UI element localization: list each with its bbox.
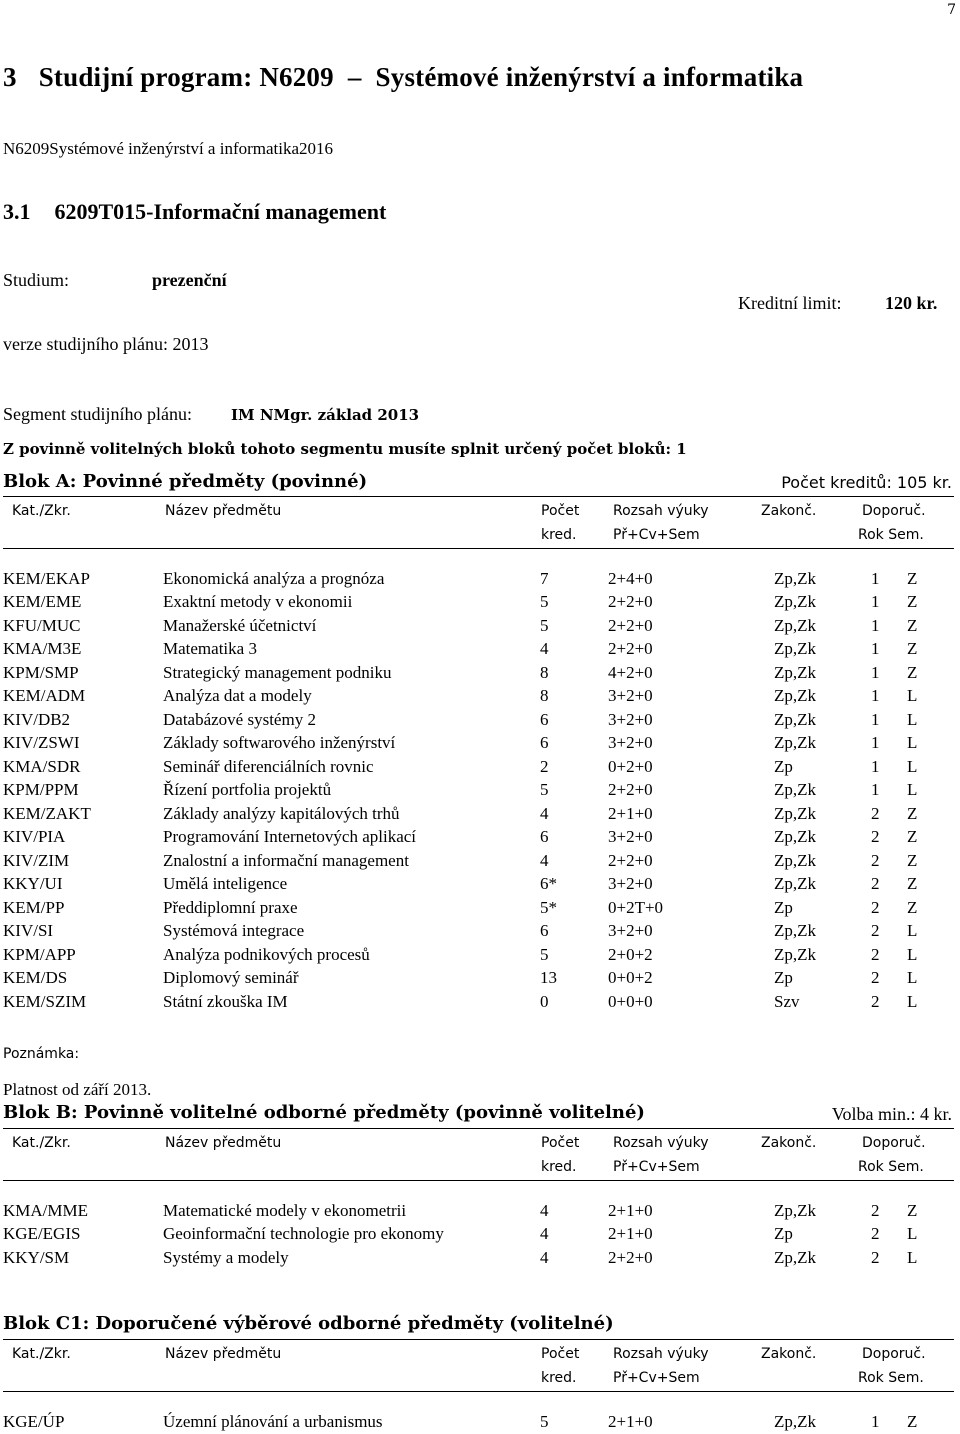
section-dash: –: [347, 62, 362, 92]
course-hours: 2+2+0: [608, 592, 653, 612]
page-number: 7: [947, 2, 956, 18]
course-name: Předdiplomní praxe: [163, 897, 298, 917]
course-year: 1: [871, 756, 880, 776]
course-name: Manažerské účetnictví: [163, 615, 317, 635]
header-exam: Zakonč.: [761, 1135, 817, 1151]
course-name: Znalostní a informační management: [163, 850, 409, 870]
course-credits: 4: [540, 1247, 549, 1267]
course-credits: 2: [540, 756, 549, 776]
course-semester: L: [907, 780, 918, 800]
course-semester: L: [907, 686, 918, 706]
course-year: 1: [871, 568, 880, 588]
course-credits: 6: [540, 827, 549, 847]
header-exam: Zakonč.: [761, 1346, 817, 1362]
course-exam: Zp,Zk: [774, 780, 817, 800]
course-credits: 8: [540, 662, 549, 682]
course-semester: Z: [907, 639, 918, 659]
course-year: 2: [871, 1200, 880, 1220]
course-semester: L: [907, 1224, 918, 1244]
course-name: Analýza dat a modely: [163, 686, 312, 706]
header-name: Název předmětu: [165, 503, 282, 519]
course-year: 1: [871, 733, 880, 753]
table-row: [3, 967, 917, 991]
course-code: KGE/EGIS: [3, 1224, 81, 1244]
course-year: 1: [871, 662, 880, 682]
header-exam: Zakonč.: [761, 503, 817, 519]
course-name: Databázové systémy 2: [163, 709, 316, 729]
course-name: Exaktní metody v ekonomii: [163, 592, 353, 612]
course-exam: Zp: [774, 1224, 793, 1244]
subsection-number: 3.1: [3, 199, 31, 224]
course-semester: Z: [907, 1200, 918, 1220]
table-row: [3, 849, 917, 873]
course-exam: Zp,Zk: [774, 921, 817, 941]
header-hours: Rozsah výuky: [613, 1346, 709, 1362]
section-heading: [3, 62, 803, 93]
course-year: 1: [871, 592, 880, 612]
course-semester: Z: [907, 662, 918, 682]
block-b-top-rule: [3, 1128, 954, 1129]
course-hours: 2+2+0: [608, 850, 653, 870]
block-a-table: [3, 567, 917, 1014]
course-exam: Szv: [774, 991, 800, 1011]
course-name: Systémy a modely: [163, 1247, 289, 1267]
course-credits: 5: [540, 615, 549, 635]
course-semester: Z: [907, 850, 918, 870]
course-code: KPM/PPM: [3, 780, 79, 800]
course-code: KPM/SMP: [3, 662, 79, 682]
course-name: Diplomový seminář: [163, 968, 299, 988]
course-exam: Zp,Zk: [774, 1411, 817, 1431]
course-credits: 6*: [540, 874, 557, 894]
block-c1-top-rule: [3, 1339, 954, 1340]
study-label: Studium:: [3, 270, 70, 290]
course-semester: L: [907, 944, 918, 964]
course-name: Základy softwarového inženýrství: [163, 733, 396, 753]
course-semester: L: [907, 968, 918, 988]
header-credits: Počet: [541, 1346, 580, 1362]
course-exam: Zp,Zk: [774, 686, 817, 706]
header-hours: Rozsah výuky: [613, 1135, 709, 1151]
course-name: Matematika 3: [163, 639, 257, 659]
course-semester: Z: [907, 1411, 918, 1431]
header-credits: Počet: [541, 1135, 580, 1151]
course-year: 2: [871, 991, 880, 1011]
course-year: 2: [871, 944, 880, 964]
course-code: KIV/PIA: [3, 827, 66, 847]
course-code: KKY/UI: [3, 874, 63, 894]
study-value: prezenční: [152, 270, 227, 290]
block-b-choice: Volba min.: 4 kr.: [831, 1104, 952, 1124]
header-year-semester: Rok Sem.: [858, 527, 924, 543]
course-hours: 0+2T+0: [608, 897, 664, 917]
course-name: Systémová integrace: [163, 921, 305, 941]
course-credits: 5*: [540, 897, 557, 917]
course-code: KEM/EME: [3, 592, 82, 612]
course-hours: 2+2+0: [608, 639, 653, 659]
course-hours: 2+2+0: [608, 1247, 653, 1267]
course-name: Seminář diferenciálních rovnic: [163, 756, 374, 776]
course-exam: Zp,Zk: [774, 850, 817, 870]
table-row: [3, 1199, 917, 1223]
header-year-semester: Rok Sem.: [858, 1370, 924, 1386]
course-hours: 2+0+2: [608, 944, 653, 964]
course-semester: L: [907, 709, 918, 729]
course-exam: Zp,Zk: [774, 568, 817, 588]
course-code: KIV/ZIM: [3, 850, 70, 870]
course-exam: Zp,Zk: [774, 662, 817, 682]
course-code: KEM/EKAP: [3, 568, 90, 588]
course-hours: 0+0+0: [608, 991, 653, 1011]
course-code: KEM/SZIM: [3, 991, 87, 1011]
course-semester: L: [907, 921, 918, 941]
course-hours: 2+1+0: [608, 1224, 653, 1244]
course-code: KMA/MME: [3, 1200, 89, 1220]
table-row: [3, 1223, 917, 1247]
course-semester: Z: [907, 592, 918, 612]
course-semester: Z: [907, 874, 918, 894]
table-row: [3, 920, 917, 944]
course-name: Umělá inteligence: [163, 874, 288, 894]
table-row: [3, 638, 917, 662]
table-row: [3, 661, 917, 685]
table-row: [3, 614, 917, 638]
header-credits-unit: kred.: [541, 1159, 577, 1175]
course-credits: 4: [540, 803, 549, 823]
course-credits: 0: [540, 991, 549, 1011]
course-year: 2: [871, 1224, 880, 1244]
course-hours: 4+2+0: [608, 662, 653, 682]
block-c1-title: Blok C1: Doporučené výběrové odborné předměty (volitelné): [3, 1313, 614, 1334]
course-exam: Zp,Zk: [774, 709, 817, 729]
course-hours: 0+2+0: [608, 756, 653, 776]
course-semester: L: [907, 1247, 918, 1267]
course-hours: 3+2+0: [608, 709, 653, 729]
course-code: KFU/MUC: [3, 615, 81, 635]
course-code: KIV/DB2: [3, 709, 71, 729]
course-credits: 5: [540, 944, 549, 964]
course-code: KMA/M3E: [3, 639, 82, 659]
course-semester: L: [907, 991, 918, 1011]
course-year: 1: [871, 1411, 880, 1431]
course-year: 2: [871, 897, 880, 917]
header-year-semester: Rok Sem.: [858, 1159, 924, 1175]
program-subtitle: N6209Systémové inženýrství a informatika2016: [3, 139, 334, 158]
course-hours: 0+0+2: [608, 968, 653, 988]
course-year: 1: [871, 686, 880, 706]
course-hours: 3+2+0: [608, 733, 653, 753]
course-name: Územní plánování a urbanismus: [163, 1411, 383, 1431]
table-row: [3, 943, 917, 967]
table-row: [3, 732, 917, 756]
block-c1-header-rule: [3, 1391, 954, 1392]
table-row: [3, 1246, 917, 1270]
table-row: [3, 567, 917, 591]
header-name: Název předmětu: [165, 1135, 282, 1151]
table-row: [3, 826, 917, 850]
course-exam: Zp,Zk: [774, 944, 817, 964]
course-semester: Z: [907, 803, 918, 823]
block-b-header-rule: [3, 1180, 954, 1181]
header-hours-format: Př+Cv+Sem: [613, 1159, 700, 1175]
course-name: Programování Internetových aplikací: [163, 827, 417, 847]
course-code: KEM/ADM: [3, 686, 86, 706]
section-title-rest: Systémové inženýrství a informatika: [375, 62, 804, 92]
course-exam: Zp: [774, 968, 793, 988]
course-code: KIV/ZSWI: [3, 733, 80, 753]
table-row: [3, 591, 917, 615]
table-row: [3, 896, 917, 920]
course-hours: 2+1+0: [608, 1411, 653, 1431]
course-semester: Z: [907, 897, 918, 917]
segment-value: IM NMgr. základ 2013: [231, 406, 420, 424]
course-name: Ekonomická analýza a prognóza: [163, 568, 385, 588]
course-exam: Zp,Zk: [774, 874, 817, 894]
course-hours: 3+2+0: [608, 921, 653, 941]
course-name: Řízení portfolia projektů: [163, 780, 332, 800]
block-a-title: Blok A: Povinné předměty (povinné): [3, 471, 368, 492]
course-code: KPM/APP: [3, 944, 76, 964]
header-credits-unit: kred.: [541, 527, 577, 543]
block-c1-table: [3, 1410, 917, 1434]
course-credits: 4: [540, 1200, 549, 1220]
header-hours: Rozsah výuky: [613, 503, 709, 519]
course-year: 1: [871, 709, 880, 729]
course-semester: Z: [907, 827, 918, 847]
course-year: 2: [871, 921, 880, 941]
header-recommended: Doporuč.: [862, 503, 926, 519]
table-row: [3, 685, 917, 709]
course-credits: 5: [540, 592, 549, 612]
table-row: [3, 1410, 917, 1434]
block-a-credits: Počet kreditů: 105 kr.: [781, 473, 952, 492]
subsection-heading: [3, 199, 386, 225]
header-name: Název předmětu: [165, 1346, 282, 1362]
credit-limit-label: Kreditní limit:: [738, 293, 842, 313]
course-credits: 4: [540, 639, 549, 659]
course-name: Geoinformační technologie pro ekonomy: [163, 1224, 444, 1244]
course-semester: Z: [907, 615, 918, 635]
course-name: Státní zkouška IM: [163, 991, 288, 1011]
course-exam: Zp,Zk: [774, 639, 817, 659]
course-semester: L: [907, 733, 918, 753]
note-text: Platnost od září 2013.: [3, 1080, 152, 1099]
header-recommended: Doporuč.: [862, 1135, 926, 1151]
table-row: [3, 779, 917, 803]
credit-limit-value: 120 kr.: [885, 293, 938, 313]
course-code: KEM/DS: [3, 968, 68, 988]
course-code: KEM/ZAKT: [3, 803, 91, 823]
table-row: [3, 802, 917, 826]
course-hours: 3+2+0: [608, 827, 653, 847]
course-name: Základy analýzy kapitálových trhů: [163, 803, 400, 823]
course-year: 2: [871, 803, 880, 823]
course-code: KEM/PP: [3, 897, 65, 917]
header-code: Kat./Zkr.: [12, 1346, 71, 1362]
course-credits: 6: [540, 733, 549, 753]
course-semester: Z: [907, 568, 918, 588]
course-exam: Zp,Zk: [774, 1200, 817, 1220]
course-hours: 3+2+0: [608, 874, 653, 894]
course-credits: 4: [540, 1224, 549, 1244]
course-exam: Zp,Zk: [774, 1247, 817, 1267]
course-name: Matematické modely v ekonometrii: [163, 1200, 407, 1220]
course-exam: Zp,Zk: [774, 615, 817, 635]
table-row: [3, 708, 917, 732]
course-credits: 4: [540, 850, 549, 870]
course-year: 2: [871, 968, 880, 988]
course-hours: 2+2+0: [608, 780, 653, 800]
course-credits: 6: [540, 921, 549, 941]
table-row: [3, 873, 917, 897]
section-title: Studijní program: N6209: [38, 62, 334, 92]
course-year: 1: [871, 639, 880, 659]
course-hours: 2+4+0: [608, 568, 653, 588]
header-recommended: Doporuč.: [862, 1346, 926, 1362]
block-a-top-rule: [3, 496, 954, 497]
course-year: 2: [871, 874, 880, 894]
section-number: 3: [3, 62, 17, 92]
course-hours: 2+1+0: [608, 803, 653, 823]
course-code: KMA/SDR: [3, 756, 81, 776]
block-a-header-rule: [3, 548, 954, 549]
course-exam: Zp,Zk: [774, 827, 817, 847]
course-year: 2: [871, 850, 880, 870]
course-credits: 13: [540, 968, 557, 988]
course-year: 2: [871, 1247, 880, 1267]
course-hours: 3+2+0: [608, 686, 653, 706]
header-code: Kat./Zkr.: [12, 503, 71, 519]
course-code: KGE/ÚP: [3, 1411, 65, 1431]
course-exam: Zp,Zk: [774, 592, 817, 612]
course-credits: 8: [540, 686, 549, 706]
course-code: KIV/SI: [3, 921, 54, 941]
block-b-title: Blok B: Povinně volitelné odborné předměty (povinně volitelné): [3, 1102, 645, 1123]
course-credits: 6: [540, 709, 549, 729]
course-year: 1: [871, 780, 880, 800]
table-row: [3, 990, 917, 1014]
course-hours: 2+2+0: [608, 615, 653, 635]
course-semester: L: [907, 756, 918, 776]
course-name: Analýza podnikových procesů: [163, 944, 370, 964]
header-code: Kat./Zkr.: [12, 1135, 71, 1151]
course-name: Strategický management podniku: [163, 662, 392, 682]
segment-rule: Z povinně volitelných bloků tohoto segmentu musíte splnit určený počet bloků: 1: [3, 440, 687, 458]
course-credits: 5: [540, 1411, 549, 1431]
header-hours-format: Př+Cv+Sem: [613, 1370, 700, 1386]
course-exam: Zp: [774, 897, 793, 917]
header-credits: Počet: [541, 503, 580, 519]
course-exam: Zp,Zk: [774, 803, 817, 823]
course-hours: 2+1+0: [608, 1200, 653, 1220]
subsection-title: 6209T015-Informační management: [54, 199, 387, 224]
note-label: Poznámka:: [3, 1046, 80, 1062]
table-row: [3, 755, 917, 779]
block-b-table: [3, 1199, 917, 1270]
course-credits: 5: [540, 780, 549, 800]
course-exam: Zp,Zk: [774, 733, 817, 753]
segment-label: Segment studijního plánu:: [3, 404, 192, 424]
course-credits: 7: [540, 568, 549, 588]
course-code: KKY/SM: [3, 1247, 70, 1267]
header-hours-format: Př+Cv+Sem: [613, 527, 700, 543]
header-credits-unit: kred.: [541, 1370, 577, 1386]
plan-version: verze studijního plánu: 2013: [3, 334, 209, 354]
course-year: 1: [871, 615, 880, 635]
course-exam: Zp: [774, 756, 793, 776]
course-year: 2: [871, 827, 880, 847]
